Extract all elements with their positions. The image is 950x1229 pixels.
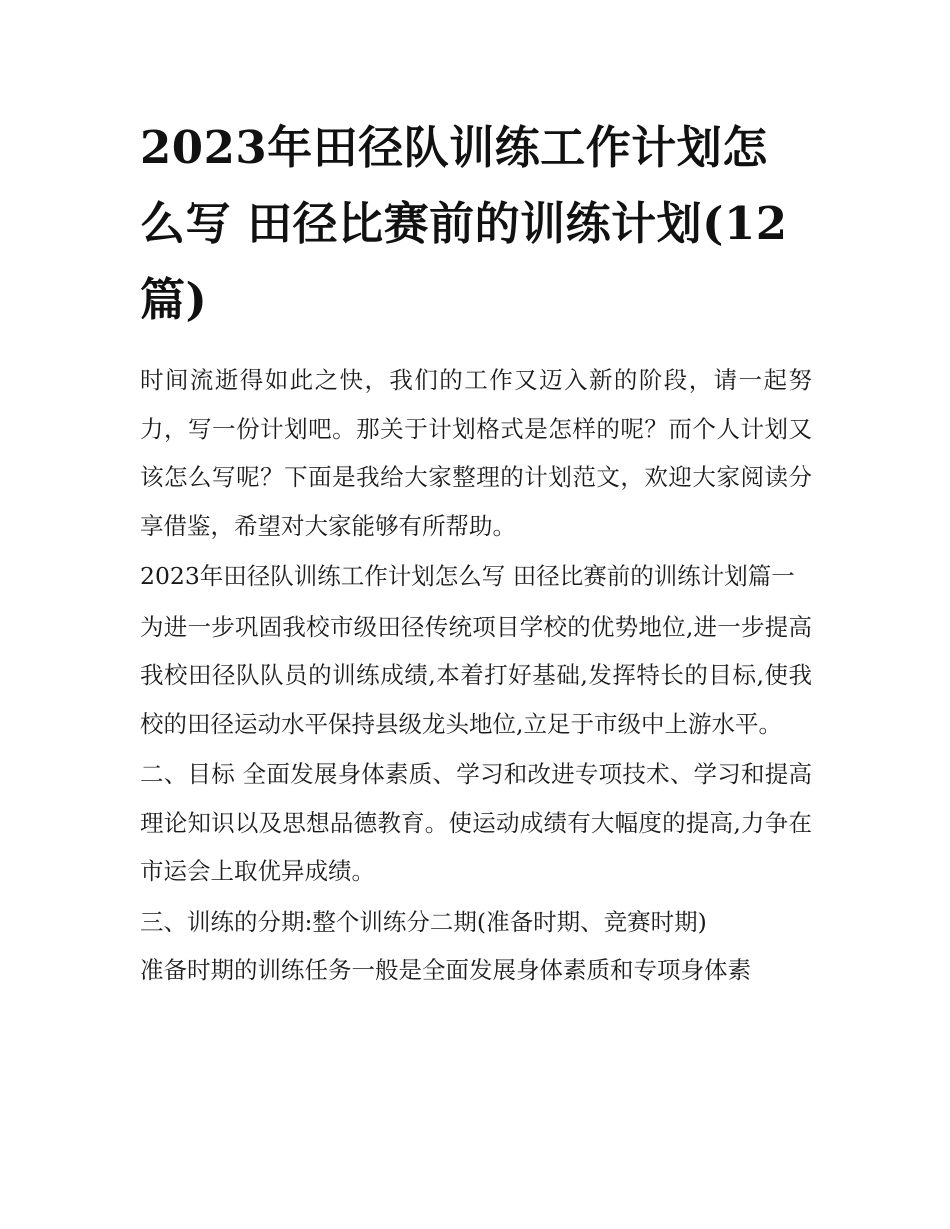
document-body [140, 356, 812, 995]
section-heading: 2023年田径队训练工作计划怎么写 田径比赛前的训练计划篇一 [140, 562, 795, 590]
document-title: 2023年田径队训练工作计划怎么写 田径比赛前的训练计划(12篇) [140, 121, 788, 326]
preparation-paragraph: 准备时期的训练任务一般是全面发展身体素质和专项身体素 [140, 956, 751, 984]
goal-paragraph: 二、目标 全面发展身体素质、学习和改进专项技术、学习和提高理论知识以及思想品德教育。使运动成绩有大幅度的提高,力争在市运会上取优异成绩。 [140, 760, 812, 885]
training-phases-paragraph: 三、训练的分期:整个训练分二期(准备时期、竞赛时期) [140, 907, 707, 936]
intro-paragraph: 时间流逝得如此之快，我们的工作又迈入新的阶段，请一起努力，写一份计划吧。那关于计划格式是怎样的呢？而个人计划又该怎么写呢？下面是我给大家整理的计划范文，欢迎大家阅读分享借鉴，希望对大家能够有所帮助。 [140, 366, 812, 540]
purpose-paragraph: 为进一步巩固我校市级田径传统项目学校的优势地位,进一步提高我校田径队队员的训练成绩,本着打好基础,发挥特长的目标,使我校的田径运动水平保持县级龙头地位,立足于市级中上游水平。 [140, 612, 812, 738]
document-page [140, 110, 812, 995]
